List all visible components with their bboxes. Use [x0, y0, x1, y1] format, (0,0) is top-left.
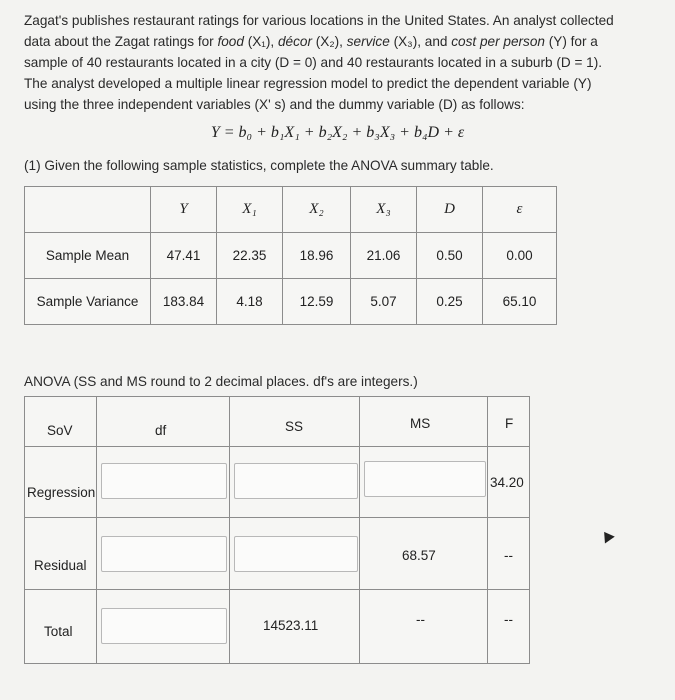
anova-row-label-text: Regression: [27, 485, 96, 500]
anova-df-cell: [97, 518, 230, 590]
anova-header-ms-text: MS: [410, 416, 431, 431]
intro-line-2: [24, 31, 654, 52]
total-df-input[interactable]: [101, 608, 227, 644]
stats-cell: 22.35: [217, 233, 283, 279]
cost-term: cost per person: [451, 34, 545, 49]
anova-header-f-text: F: [505, 416, 514, 431]
stats-row-label: Sample Mean: [25, 233, 151, 279]
anova-row-label: [25, 518, 97, 590]
regression-formula: Y = b₀ + b₁X₁ + b₂X₂ + b₃X₃ + b₄D + ε: [210, 124, 465, 141]
stats-cell: 65.10: [483, 279, 557, 325]
residual-ss-input[interactable]: [234, 536, 358, 572]
anova-header-sov-text: SoV: [47, 423, 73, 438]
anova-df-cell: [97, 447, 230, 518]
stats-header-x3: X₃: [351, 187, 417, 233]
stats-header-y: Y: [151, 187, 217, 233]
stats-header-x2: X₂: [283, 187, 351, 233]
total-ss-value: 14523.11: [263, 618, 319, 633]
stats-header-epsilon: ε: [483, 187, 557, 233]
intro-line-2-e: (Y) for a: [544, 34, 598, 49]
regression-df-input[interactable]: [101, 463, 227, 499]
stats-header-corner: [25, 187, 151, 233]
anova-f-cell: [488, 518, 530, 590]
food-term: food: [217, 34, 244, 49]
anova-f-cell: [488, 590, 530, 664]
anova-header-df: [97, 397, 230, 447]
intro-line-1: Zagat's publishes restaurant ratings for various locations in the United States. An analyst collected: [24, 13, 614, 28]
stats-cell: 47.41: [151, 233, 217, 279]
problem-statement: [24, 10, 654, 115]
anova-header-ss-text: SS: [285, 419, 304, 434]
intro-line-2-c: (X₂),: [312, 34, 347, 49]
residual-df-input[interactable]: [101, 536, 227, 572]
anova-header-ss: [230, 397, 360, 447]
stats-cell: 0.00: [483, 233, 557, 279]
decor-term: décor: [277, 34, 312, 49]
anova-ms-cell: [360, 447, 488, 518]
question-1: (1) Given the following sample statistics, complete the ANOVA summary table.: [24, 158, 494, 173]
anova-caption: ANOVA (SS and MS round to 2 decimal places. df's are integers.): [24, 374, 418, 389]
service-term: service: [346, 34, 390, 49]
anova-row-label-text: Total: [44, 624, 73, 639]
anova-f-cell: [488, 447, 530, 518]
anova-row-residual: [25, 518, 530, 590]
anova-ss-cell: [230, 447, 360, 518]
stats-cell: 183.84: [151, 279, 217, 325]
intro-line-2-d: (X₃), and: [389, 34, 452, 49]
anova-ms-cell: [360, 590, 488, 664]
regression-f-value: 34.20: [490, 475, 524, 490]
stats-row-mean: [25, 233, 557, 279]
anova-row-label-text: Residual: [34, 558, 87, 573]
total-ms-value: --: [416, 612, 425, 627]
anova-header-sov: [25, 397, 97, 447]
anova-row-total: [25, 590, 530, 664]
stats-row-variance: [25, 279, 557, 325]
stats-cell: 0.50: [417, 233, 483, 279]
anova-row-label: [25, 447, 97, 518]
anova-ss-cell: [230, 590, 360, 664]
regression-ss-input[interactable]: [234, 463, 358, 499]
total-f-value: --: [504, 612, 513, 627]
anova-ms-cell: [360, 518, 488, 590]
anova-header-df-text: df: [155, 423, 167, 438]
intro-line-2-a: data about the Zagat ratings for: [24, 34, 218, 49]
residual-ms-value: 68.57: [402, 548, 436, 563]
stats-row-label: Sample Variance: [25, 279, 151, 325]
stats-cell: 18.96: [283, 233, 351, 279]
stats-header-x1: X₁: [217, 187, 283, 233]
stats-header-row: [25, 187, 557, 233]
stats-cell: 21.06: [351, 233, 417, 279]
mouse-cursor-icon: [599, 528, 615, 543]
stats-cell: 4.18: [217, 279, 283, 325]
anova-row-regression: [25, 447, 530, 518]
stats-cell: 12.59: [283, 279, 351, 325]
anova-header-row: [25, 397, 530, 447]
residual-f-value: --: [504, 548, 513, 563]
anova-row-label: [25, 590, 97, 664]
regression-ms-input[interactable]: [364, 461, 486, 497]
anova-df-cell: [97, 590, 230, 664]
intro-line-2-b: (X₁),: [243, 34, 278, 49]
stats-cell: 0.25: [417, 279, 483, 325]
stats-header-d: D: [417, 187, 483, 233]
stats-cell: 5.07: [351, 279, 417, 325]
anova-header-ms: [360, 397, 488, 447]
intro-line-4: The analyst developed a multiple linear regression model to predict the dependent variable (Y): [24, 76, 592, 91]
anova-table: [24, 396, 530, 664]
anova-header-f: [488, 397, 530, 447]
intro-line-3: sample of 40 restaurants located in a city (D = 0) and 40 restaurants located in a suburb (D = 1).: [24, 55, 603, 70]
anova-ss-cell: [230, 518, 360, 590]
sample-statistics-table: [24, 186, 557, 325]
intro-line-5: using the three independent variables (X' s) and the dummy variable (D) as follows:: [24, 97, 525, 112]
